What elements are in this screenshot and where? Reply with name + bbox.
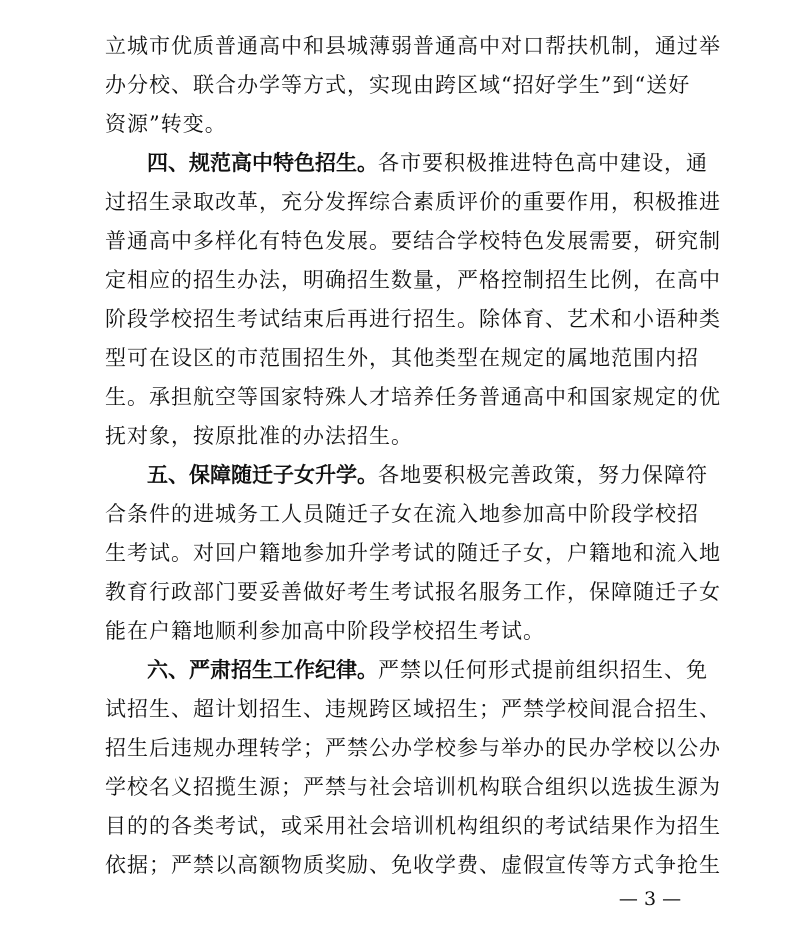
text-line: 教育行政部门要妥善做好考生考试报名服务工作，保障随迁子女 (105, 580, 721, 604)
page-number: — 3 — (618, 888, 682, 910)
text-line: 阶段学校招生考试结束后再进行招生。除体育、艺术和小语种类 (105, 307, 721, 331)
text-line: 过招生录取改革，充分发挥综合素质评价的重要作用，积极推进 (105, 190, 721, 214)
text-line: 依据；严禁以高额物质奖励、免收学费、虚假宣传等方式争抢生 (105, 853, 721, 877)
text-line: 办分校、联合办学等方式，实现由跨区域“招好学生”到“送好 (105, 73, 691, 97)
section-heading: 五、保障随迁子女升学。 (147, 463, 378, 487)
section-paragraph-start: 六、严肃招生工作纪律。严禁以任何形式提前组织招生、免 (147, 658, 708, 682)
text-line: 普通高中多样化有特色发展。要结合学校特色发展需要，研究制 (105, 229, 721, 253)
text-line: 合条件的进城务工人员随迁子女在流入地参加高中阶段学校招 (105, 502, 699, 526)
text-line: 生。承担航空等国家特殊人才培养任务普通高中和国家规定的优 (105, 385, 721, 409)
section-heading: 四、规范高中特色招生。 (147, 151, 378, 175)
text-line: 立城市优质普通高中和县城薄弱普通高中对口帮扶机制，通过举 (105, 34, 721, 58)
text-line: 招生后违规办理转学；严禁公办学校参与举办的民办学校以公办 (105, 736, 721, 760)
section-paragraph-start: 四、规范高中特色招生。各市要积极推进特色高中建设，通 (147, 151, 708, 175)
text-line: 生考试。对回户籍地参加升学考试的随迁子女，户籍地和流入地 (105, 541, 721, 565)
text-line: 目的的各类考试，或采用社会培训机构组织的考试结果作为招生 (105, 814, 721, 838)
section-paragraph-start: 五、保障随迁子女升学。各地要积极完善政策，努力保障符 (147, 463, 708, 487)
text-line: 试招生、超计划招生、违规跨区域招生；严禁学校间混合招生、 (105, 697, 721, 721)
text-line: 能在户籍地顺利参加高中阶段学校招生考试。 (105, 619, 545, 643)
text-line: 型可在设区的市范围招生外，其他类型在规定的属地范围内招 (105, 346, 699, 370)
text-line: 资源”转变。 (105, 112, 227, 136)
text-line: 学校名义招揽生源；严禁与社会培训机构联合组织以选拔生源为 (105, 775, 721, 799)
text-line: 抚对象，按原批准的办法招生。 (105, 424, 413, 448)
text-line: 定相应的招生办法，明确招生数量，严格控制招生比例，在高中 (105, 268, 721, 292)
section-heading: 六、严肃招生工作纪律。 (147, 658, 378, 682)
